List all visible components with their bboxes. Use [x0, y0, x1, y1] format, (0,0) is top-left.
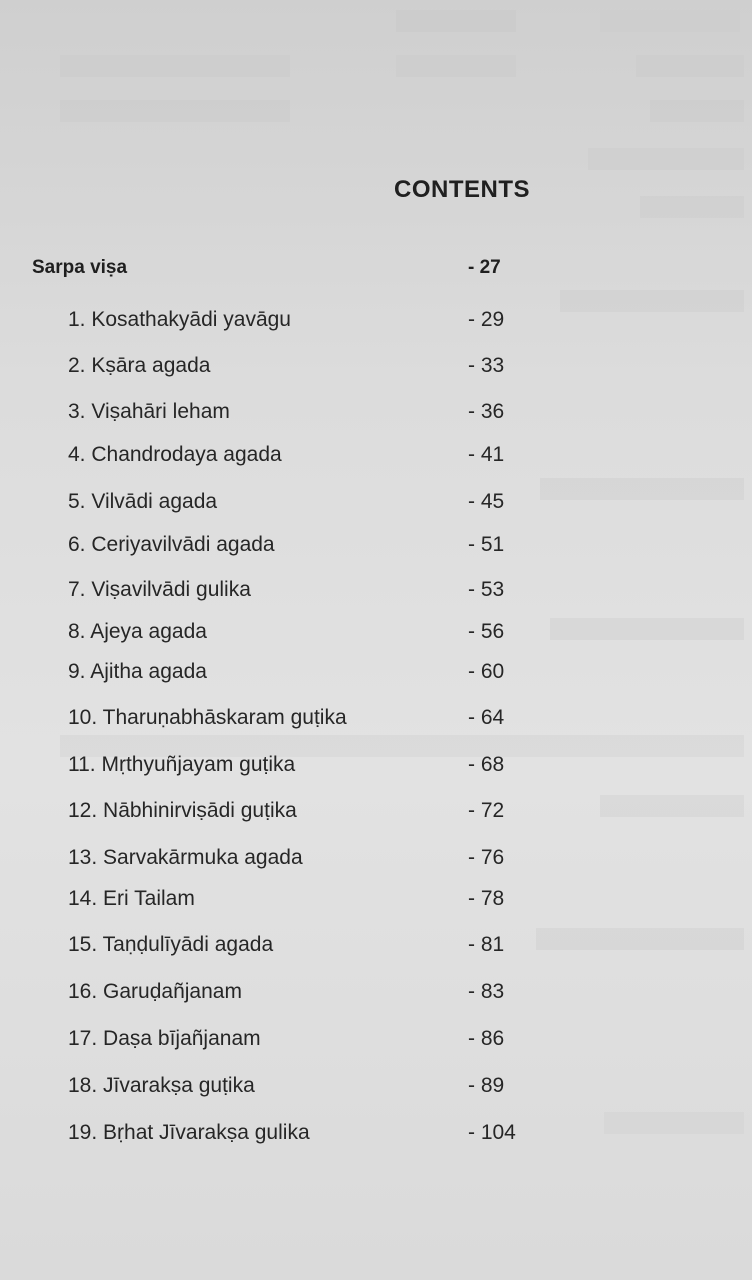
toc-entry-title: 18. Jīvarakṣa guṭika [68, 1074, 255, 1097]
toc-entry [68, 660, 528, 690]
toc-entry [68, 620, 528, 650]
toc-entry-page: - 51 [468, 533, 505, 556]
toc-entry [68, 578, 528, 608]
toc-entry-page: - 86 [468, 1027, 505, 1050]
toc-entry-title: 4. Chandrodaya agada [68, 443, 282, 466]
toc-entry-title: 6. Ceriyavilvādi agada [68, 533, 275, 556]
toc-entry-title: 11. Mṛthyuñjayam guṭika [68, 753, 296, 776]
toc-entry-page: - 56 [468, 620, 505, 643]
toc-entry [68, 490, 528, 520]
toc-entry-page: - 60 [468, 660, 505, 683]
toc-entry-title: 19. Bṛhat Jīvarakṣa gulika [68, 1121, 310, 1144]
toc-entry [68, 1074, 528, 1104]
toc-entry-title: 2. Kṣāra agada [68, 354, 211, 377]
toc-entry [68, 308, 528, 338]
toc-entry-title: 16. Garuḍañjanam [68, 980, 242, 1003]
toc-entry [68, 400, 528, 430]
bleed-through-mark [396, 10, 516, 32]
toc-entry-page: - 68 [468, 753, 505, 776]
toc-entry-title: 13. Sarvakārmuka agada [68, 846, 303, 869]
toc-entry-page: - 41 [468, 443, 505, 466]
bleed-through-mark [560, 290, 744, 312]
toc-entry-page: - 83 [468, 980, 505, 1003]
toc-entry-title: 1. Kosathakyādi yavāgu [68, 308, 291, 331]
section-title: Sarpa viṣa [32, 257, 128, 278]
toc-entry-page: - 53 [468, 578, 505, 601]
toc-entry [68, 443, 528, 473]
toc-entry [68, 799, 528, 829]
toc-entry [68, 1121, 528, 1151]
bleed-through-mark [600, 10, 740, 32]
section-sarpa-visa [32, 257, 512, 285]
toc-entry-title: 15. Taṇḍulīyādi agada [68, 933, 274, 956]
toc-entry-page: - 104 [468, 1121, 516, 1144]
toc-entry-page: - 76 [468, 846, 505, 869]
toc-entry-title: 10. Tharuṇabhāskaram guṭika [68, 706, 347, 729]
toc-entry [68, 887, 528, 917]
bleed-through-mark [550, 618, 744, 640]
toc-entry-title: 9. Ajitha agada [68, 660, 207, 683]
toc-entry-title: 5. Vilvādi agada [68, 490, 218, 513]
toc-entry-title: 3. Viṣahāri leham [68, 400, 230, 423]
toc-entry-title: 7. Viṣavilvādi gulika [68, 578, 251, 601]
bleed-through-mark [604, 1112, 744, 1134]
toc-entry [68, 846, 528, 876]
toc-entry [68, 706, 528, 736]
bleed-through-mark [650, 100, 744, 122]
toc-entry-page: - 89 [468, 1074, 505, 1097]
bleed-through-mark [396, 55, 516, 77]
toc-entry [68, 753, 528, 783]
toc-entry-title: 14. Eri Tailam [68, 887, 195, 910]
toc-entry-title: 12. Nābhinirviṣādi guṭika [68, 799, 297, 822]
toc-entry [68, 1027, 528, 1057]
toc-entry [68, 354, 528, 384]
toc-entry-page: - 45 [468, 490, 505, 513]
bleed-through-mark [60, 55, 290, 77]
bleed-through-mark [536, 928, 744, 950]
toc-entry-title: 8. Ajeya agada [68, 620, 207, 643]
toc-entry [68, 980, 528, 1010]
toc-entry [68, 533, 528, 563]
toc-entry-page: - 29 [468, 308, 505, 331]
toc-entry-page: - 33 [468, 354, 505, 377]
toc-entry-title: 17. Daṣa bījañjanam [68, 1027, 261, 1050]
bleed-through-mark [540, 478, 744, 500]
contents-heading: CONTENTS [394, 176, 530, 203]
bleed-through-mark [60, 100, 290, 122]
section-page-number: - 27 [468, 257, 501, 278]
toc-entry-page: - 36 [468, 400, 505, 423]
bleed-through-mark [640, 196, 744, 218]
toc-entry-page: - 78 [468, 887, 505, 910]
toc-entry-page: - 81 [468, 933, 505, 956]
toc-entry [68, 933, 528, 963]
toc-entry-page: - 72 [468, 799, 505, 822]
bleed-through-mark [600, 795, 744, 817]
bleed-through-mark [636, 55, 744, 77]
toc-entry-page: - 64 [468, 706, 505, 729]
bleed-through-mark [588, 148, 744, 170]
